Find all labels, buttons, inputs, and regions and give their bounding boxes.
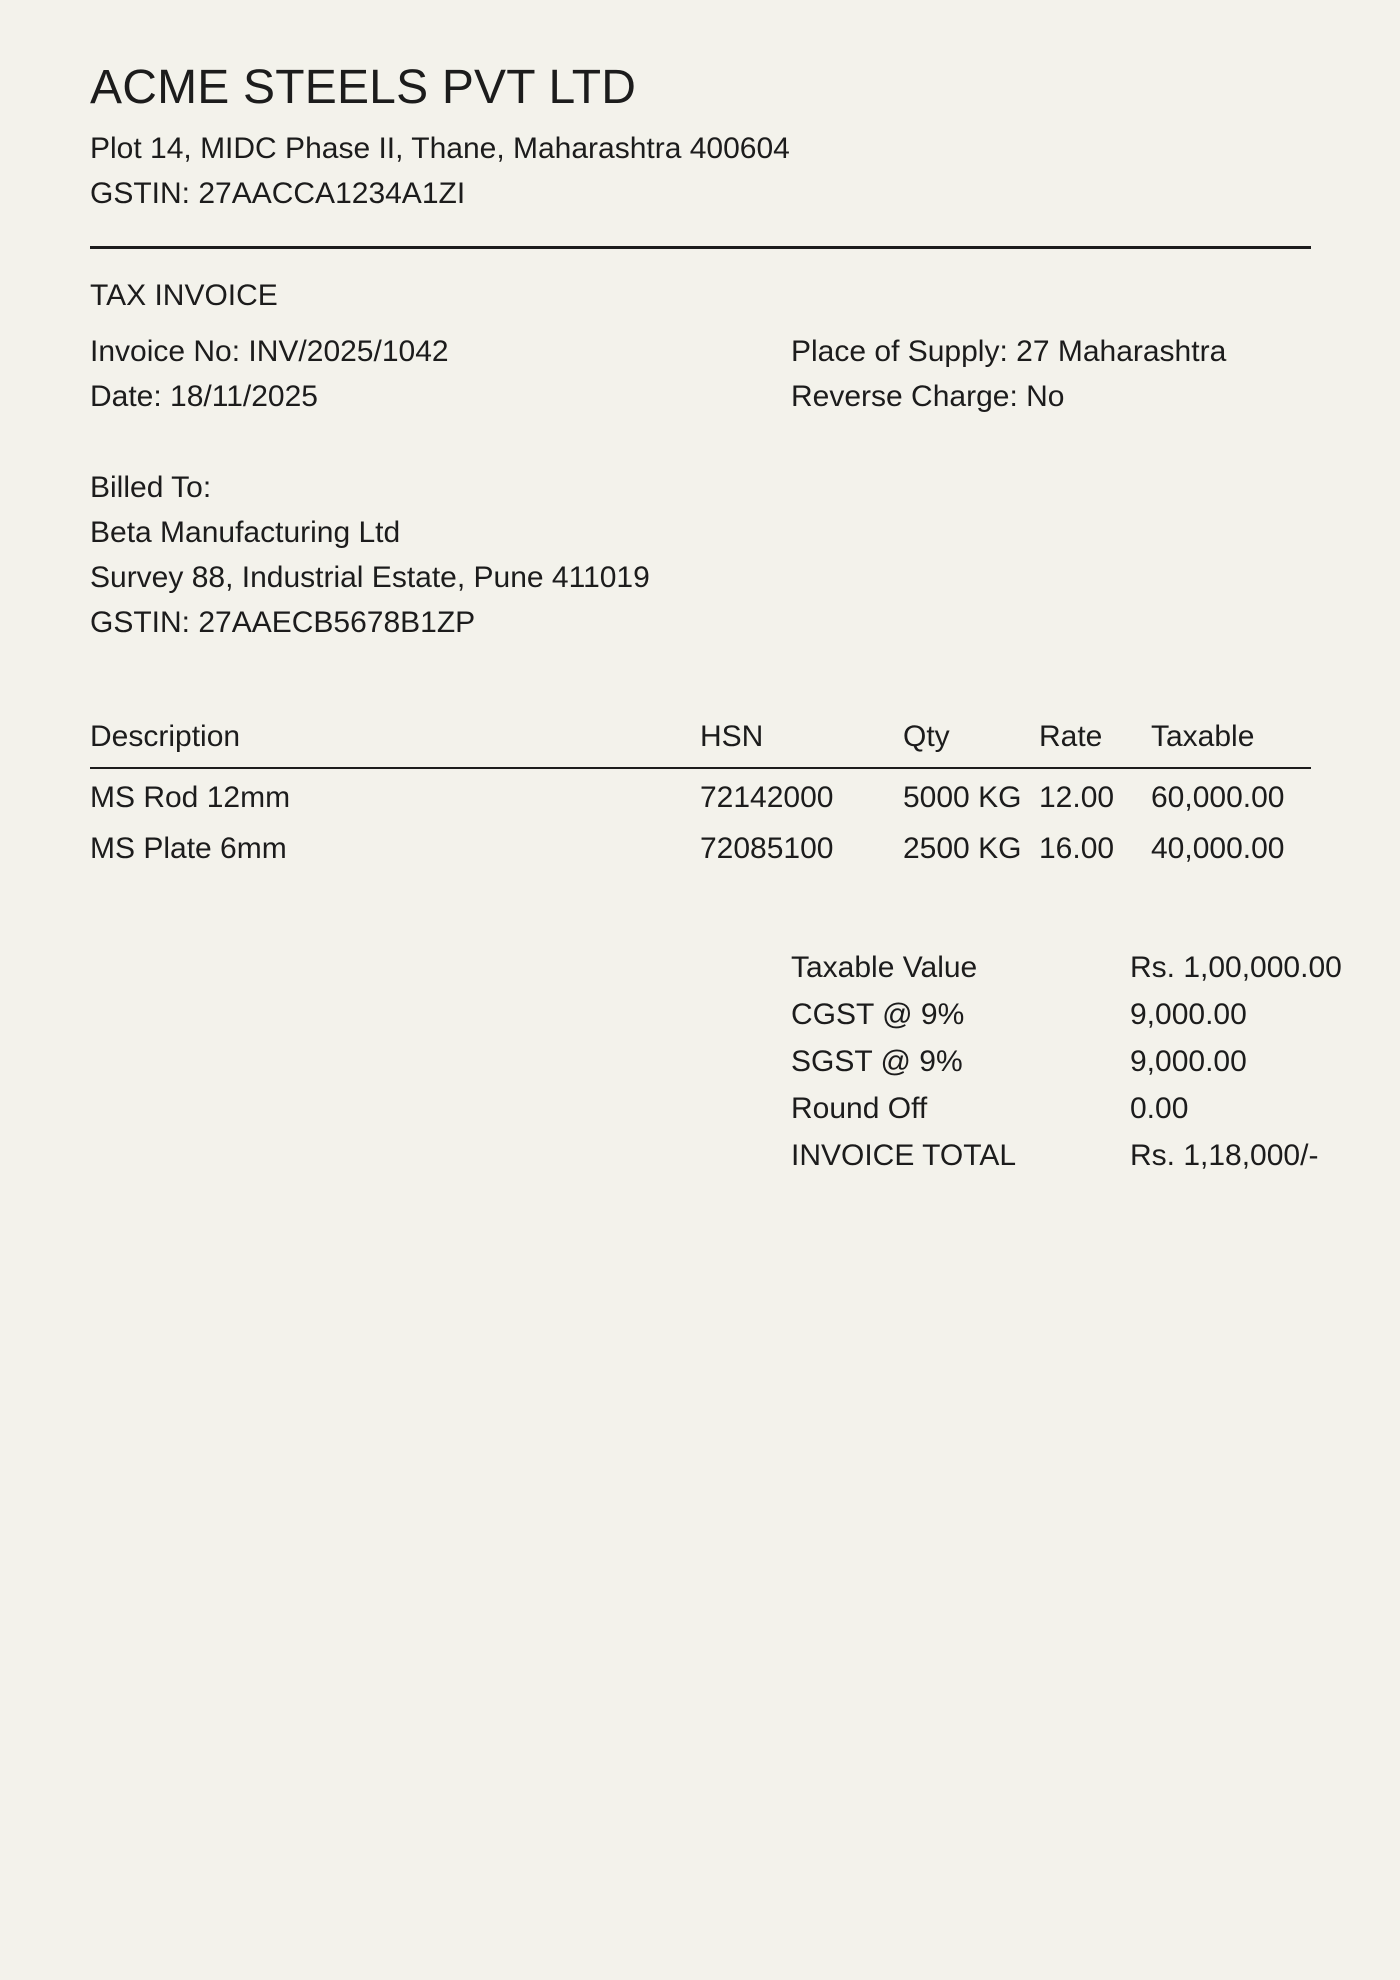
billed-to-gstin: GSTIN: 27AAECB5678B1ZP: [90, 606, 476, 639]
totals-label: Round Off: [791, 1092, 928, 1125]
header-hsn: HSN: [700, 720, 764, 753]
billed-to-address: Survey 88, Industrial Estate, Pune 411019: [90, 561, 650, 594]
row-rate: 16.00: [1039, 832, 1115, 865]
reverse-charge: Reverse Charge: No: [791, 380, 1065, 413]
totals-value: 9,000.00: [1130, 1045, 1247, 1078]
header-qty: Qty: [903, 720, 950, 753]
invoice-total-label: INVOICE TOTAL: [791, 1139, 1017, 1172]
totals-label: Taxable Value: [791, 951, 978, 984]
place-of-supply: Place of Supply: 27 Maharashtra: [791, 335, 1227, 368]
billed-to-label: Billed To:: [90, 471, 212, 504]
row-hsn: 72085100: [700, 832, 834, 865]
totals-value: 0.00: [1130, 1092, 1189, 1125]
table-header-divider: [90, 767, 1311, 769]
header-description: Description: [90, 720, 241, 753]
company-address: Plot 14, MIDC Phase II, Thane, Maharashtra 400604: [90, 132, 790, 165]
totals-value: 9,000.00: [1130, 998, 1247, 1031]
billed-to-name: Beta Manufacturing Ltd: [90, 516, 401, 549]
row-hsn: 72142000: [700, 781, 834, 814]
row-description: MS Plate 6mm: [90, 832, 287, 865]
invoice-number: Invoice No: INV/2025/1042: [90, 335, 449, 368]
row-description: MS Rod 12mm: [90, 781, 291, 814]
row-qty: 5000 KG: [903, 781, 1022, 814]
totals-label: SGST @ 9%: [791, 1045, 963, 1078]
invoice-total-value: Rs. 1,18,000/-: [1130, 1139, 1319, 1172]
invoice-title: TAX INVOICE: [90, 279, 278, 312]
row-rate: 12.00: [1039, 781, 1115, 814]
company-gstin: GSTIN: 27AACCA1234A1ZI: [90, 177, 466, 210]
header-rate: Rate: [1039, 720, 1103, 753]
header-taxable: Taxable: [1151, 720, 1255, 753]
row-qty: 2500 KG: [903, 832, 1022, 865]
header-divider: [90, 246, 1311, 249]
company-name: ACME STEELS PVT LTD: [90, 61, 637, 114]
row-taxable: 60,000.00: [1151, 781, 1285, 814]
totals-label: CGST @ 9%: [791, 998, 965, 1031]
totals-value: Rs. 1,00,000.00: [1130, 951, 1342, 984]
invoice-date: Date: 18/11/2025: [90, 380, 318, 413]
row-taxable: 40,000.00: [1151, 832, 1285, 865]
